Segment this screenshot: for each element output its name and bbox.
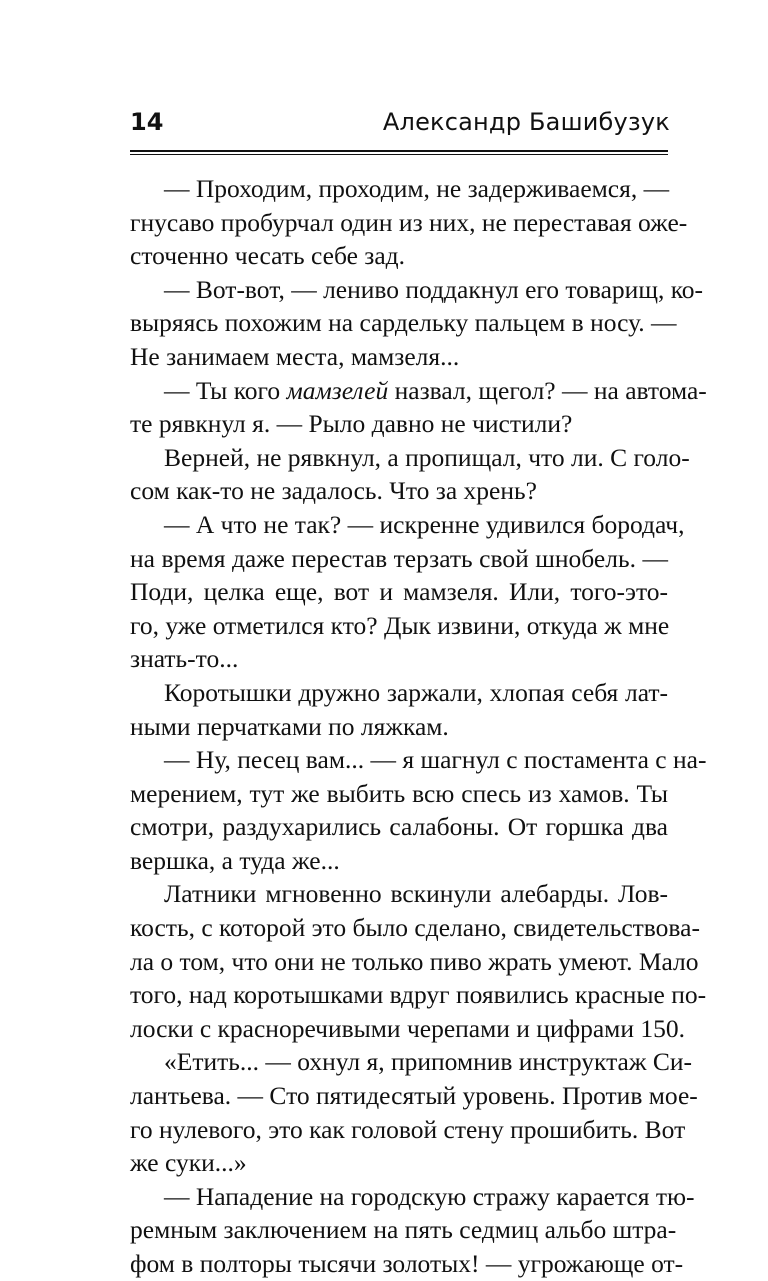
- text-line: те рявкнул я. — Рыло давно не чистили?: [130, 409, 573, 439]
- text-line: Не занимаем места, мамзеля...: [130, 341, 460, 371]
- header-rule-thin: [130, 154, 668, 155]
- text-line: гнусаво пробурчал один из них, не переставая оже-: [130, 207, 688, 237]
- text-line: смотри, раздухарились салабоны. От горшка два: [130, 812, 668, 842]
- text-line: го нулевого, это как головой стену прошибить. Вот: [130, 1114, 686, 1144]
- text-line: — Нападение на городскую стражу карается тю-: [164, 1181, 695, 1211]
- text-line: сточенно чесать себе зад.: [130, 241, 406, 271]
- text-line: сом как-то не задалось. Что за хрень?: [130, 476, 537, 506]
- text-line: — Вот-вот, — лениво поддакнул его товарищ, ко-: [164, 274, 704, 304]
- text-line: «Етить... — охнул я, припомнив инструктаж Си-: [164, 1047, 692, 1077]
- text-line: знать-то...: [130, 644, 239, 674]
- text-line: вершка, а туда же...: [130, 845, 340, 875]
- text-line: ла о том, что они не только пиво жрать умеют. Мало: [130, 946, 699, 976]
- header-rule-thick: [130, 150, 668, 152]
- text-line: — А что не так? — искренне удивился бородач,: [164, 509, 685, 539]
- text-line: на время даже перестав терзать свой шнобель. —: [130, 543, 668, 573]
- text-line: Латники мгновенно вскинули алебарды. Лов-: [164, 879, 668, 909]
- text-line: же суки...»: [130, 1148, 247, 1178]
- page-header: [130, 108, 670, 140]
- text-line: — Ну, песец вам... — я шагнул с постамента с на-: [164, 745, 707, 775]
- text-line: Верней, не рявкнул, а пропищал, что ли. С голо-: [164, 442, 690, 472]
- text-line: лоски с красноречивыми черепами и цифрами 150.: [130, 1013, 685, 1043]
- italic-word: мамзелей: [286, 375, 389, 405]
- page-number: 14: [130, 108, 164, 136]
- text-line: Коротышки дружно заржали, хлопая себя лат-: [164, 677, 668, 707]
- text-line: ными перчатками по ляжкам.: [130, 711, 449, 741]
- running-title: Александр Башибузук: [382, 108, 670, 136]
- text-line: фом в полторы тысячи золотых! — угрожающе от-: [130, 1249, 684, 1278]
- text-line: мерением, тут же выбить всю спесь из хамов. Ты: [130, 778, 668, 808]
- text-line: Поди, целка еще, вот и мамзеля. Или, того-это-: [130, 577, 668, 607]
- text-line: го, уже отметился кто? Дык извини, откуда ж мне: [130, 610, 670, 640]
- body-text: [130, 172, 707, 1281]
- text-run: назвал, щегол? — на автома-: [388, 375, 707, 405]
- text-line: ремным заключением на пять седмиц альбо штра-: [130, 1215, 677, 1245]
- text-line: лантьева. — Сто пятидесятый уровень. Против мое-: [130, 1081, 698, 1111]
- text-line: кость, с которой это было сделано, свидетельствова-: [130, 913, 700, 943]
- text-line: — Проходим, проходим, не задерживаемся, —: [164, 174, 670, 203]
- text-line: того, над коротышками вдруг появились красные по-: [130, 980, 707, 1010]
- text-line-mixed: [130, 374, 707, 408]
- text-line: выряясь похожим на сардельку пальцем в носу. —: [130, 308, 677, 338]
- text-run: — Ты кого: [164, 375, 287, 405]
